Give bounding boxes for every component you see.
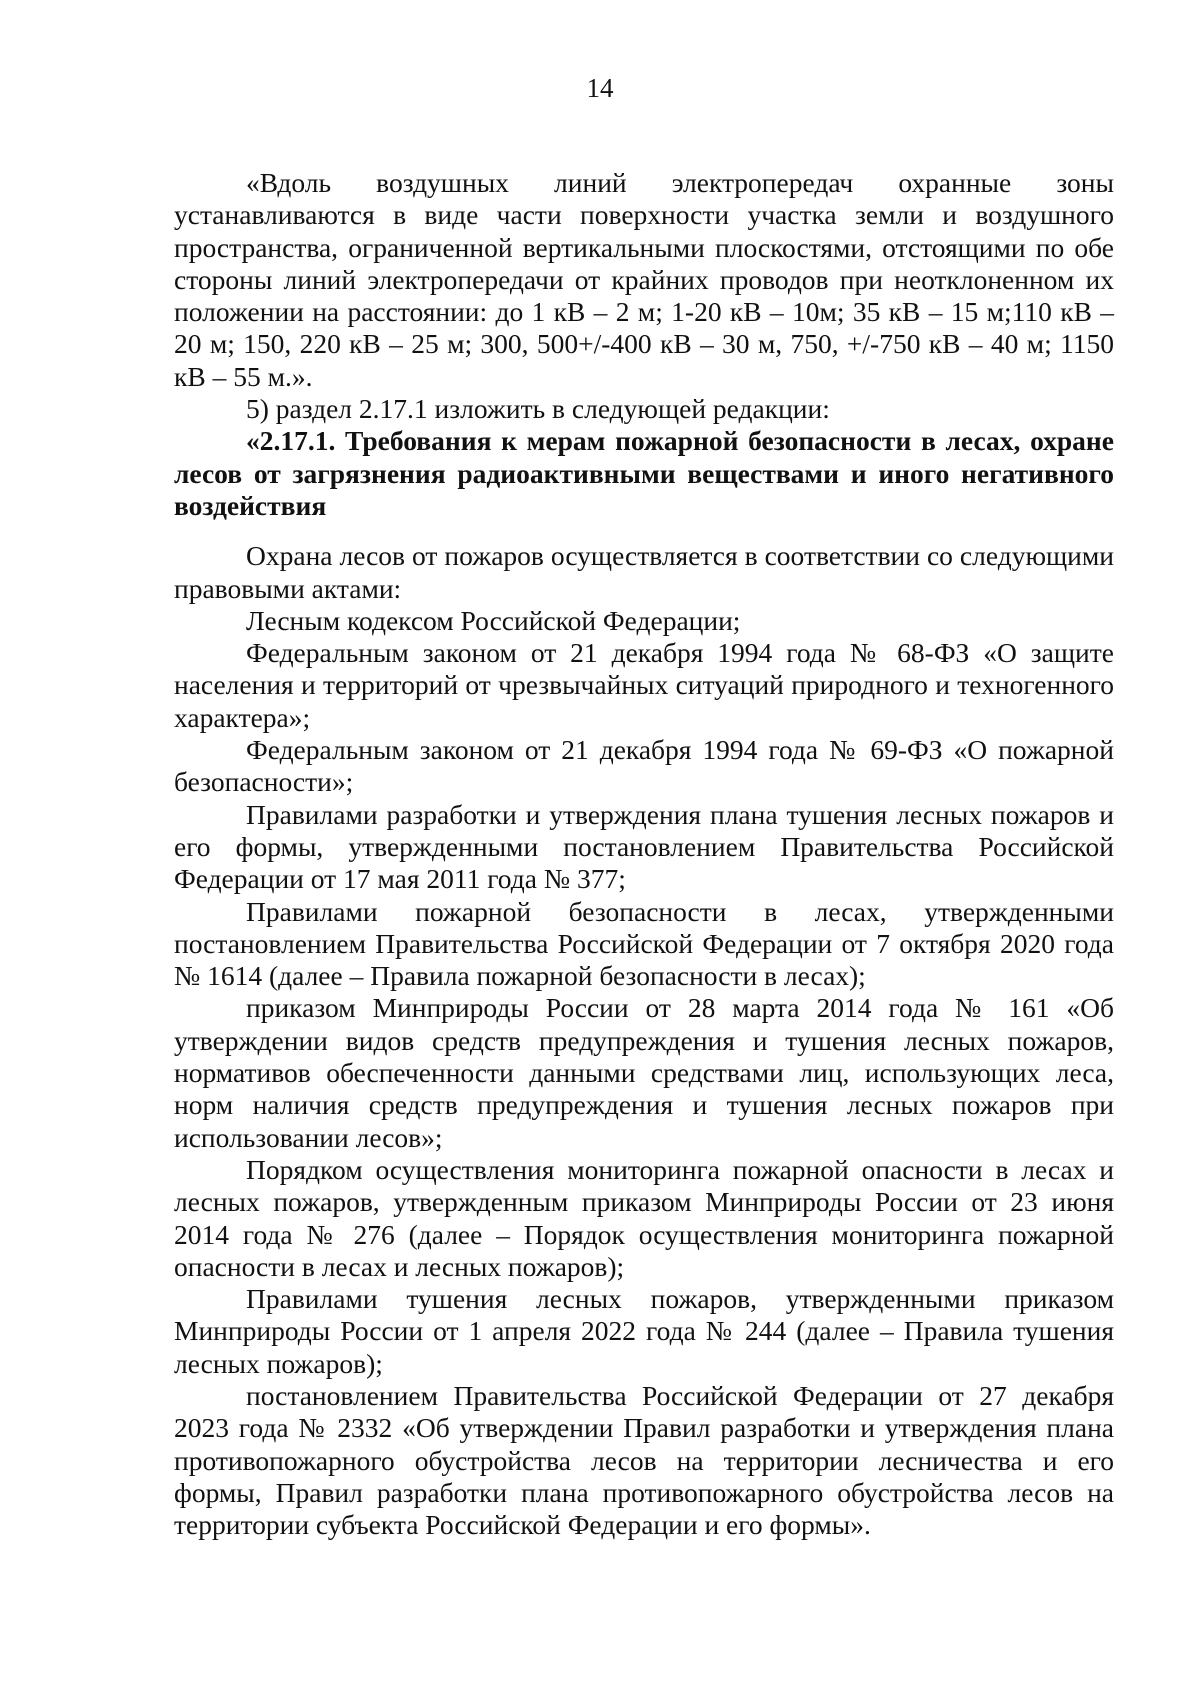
paragraph-amendment-item-5: 5) раздел 2.17.1 изложить в следующей редакции:	[246, 393, 830, 425]
list-item-rules-1614: Правилами пожарной безопасности в лесах, утвержденными постановлением Правительства Российской Федерации от 7 октября 2020 года № 1614 (далее – Правила пожарной безопасности в лесах);	[174, 895, 1114, 992]
section-heading-2-17-1: «2.17.1. Требования к мерам пожарной безопасности в лесах, охране лесов от загрязнения радиоактивными веществами и иного негативного воздействия	[174, 425, 1114, 521]
list-item-order-244: Правилами тушения лесных пожаров, утвержденными приказом Минприроды России от 1 апреля 2022 года № 244 (далее – Правила тушения лесных пожаров);	[174, 1283, 1114, 1379]
page-number: 14	[586, 73, 614, 103]
list-item-resolution-2332: постановлением Правительства Российской Федерации от 27 декабря 2023 года № 2332 «Об утверждении Правил разработки и утверждения плана противопожарного обустройства лесов на территории лесничества и его формы, Правил разработки плана противопожарного обустройства лесов на территории субъекта Российской Федерации и его формы».	[174, 1379, 1114, 1541]
list-item-law-69fz: Федеральным законом от 21 декабря 1994 года № 69-ФЗ «О пожарной безопасности»;	[174, 734, 1114, 798]
document-body	[174, 167, 1114, 1541]
list-item-rules-377: Правилами разработки и утверждения плана тушения лесных пожаров и его формы, утвержденными постановлением Правительства Российской Федерации от 17 мая 2011 года № 377;	[174, 798, 1114, 895]
list-item-order-161: приказом Минприроды России от 28 марта 2014 года № 161 «Об утверждении видов средств предупреждения и тушения лесных пожаров, нормативов обеспеченности данными средствами лиц, использующих леса, норм наличия средств предупреждения и тушения лесных пожаров при использовании лесов»;	[174, 992, 1114, 1153]
paragraph-fire-protection-intro: Охрана лесов от пожаров осуществляется в соответствии со следующими правовыми актами:	[174, 540, 1114, 604]
list-item-law-68fz: Федеральным законом от 21 декабря 1994 года № 68-ФЗ «О защите населения и территорий от чрезвычайных ситуаций природного и техногенного характера»;	[174, 637, 1114, 733]
list-item-order-276: Порядком осуществления мониторинга пожарной опасности в лесах и лесных пожаров, утвержденным приказом Минприроды России от 23 июня 2014 года № 276 (далее – Порядок осуществления мониторинга пожарной опасности в лесах и лесных пожаров);	[174, 1153, 1114, 1282]
paragraph-power-line-zones: «Вдоль воздушных линий электропередач охранные зоны устанавливаются в виде части поверхности участка земли и воздушного пространства, ограниченной вертикальными плоскостями, отстоящими по обе стороны линий электропередачи от крайних проводов при неотклоненном их положении на расстоянии: до 1 кВ – 2 м; 1-20 кВ – 10м; 35 кВ – 15 м;110 кВ – 20 м; 150, 220 кВ – 25 м; 300, 500+/-400 кВ – 30 м, 750, +/-750 кВ – 40 м; 1150 кВ – 55 м.».	[174, 167, 1114, 392]
list-item-forest-code: Лесным кодексом Российской Федерации;	[246, 604, 741, 636]
